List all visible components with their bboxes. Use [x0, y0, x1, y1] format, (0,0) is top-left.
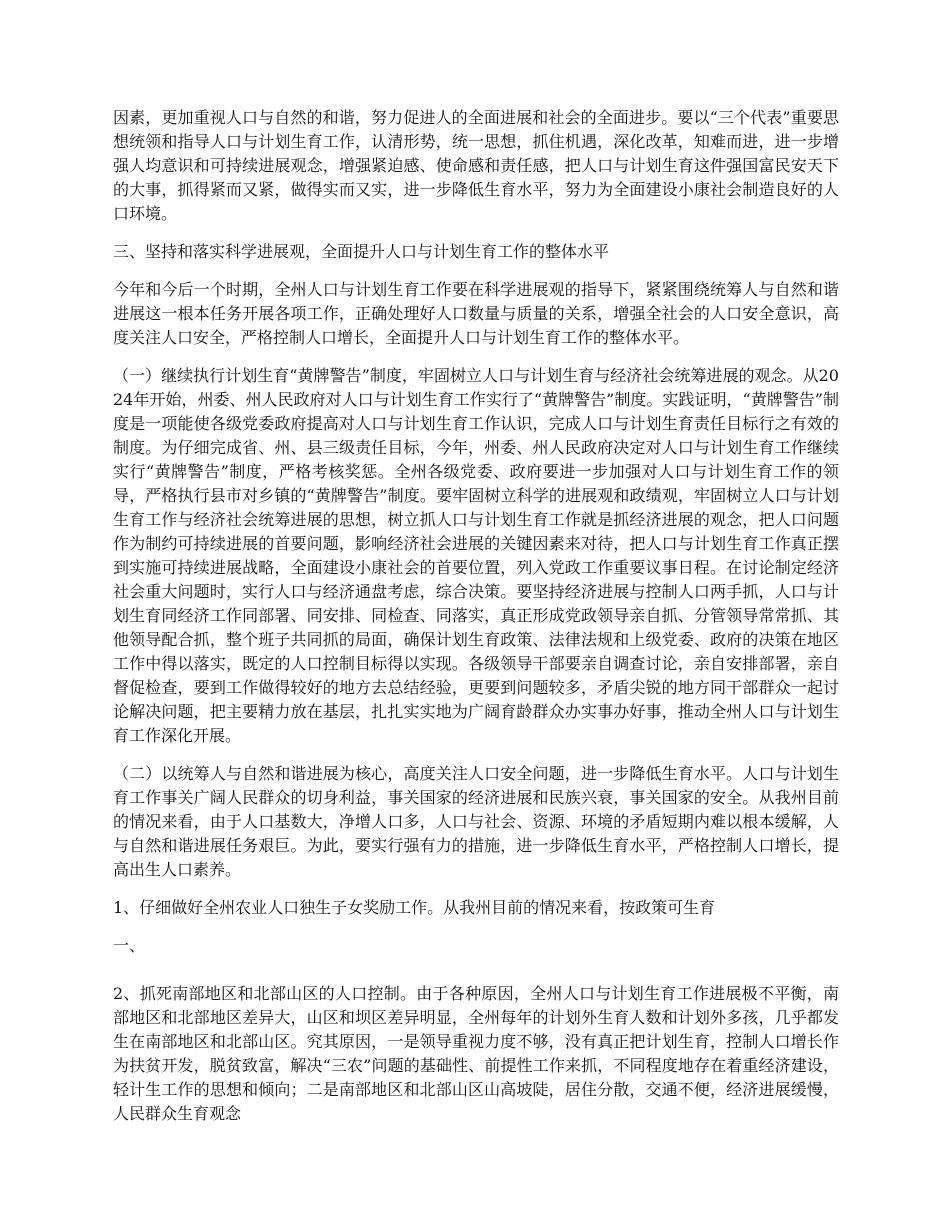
paragraph-point-two: 2、抓死南部地区和北部山区的人口控制。由于各种原因，全州人口与计划生育工作进展极不平衡，南部地区和北部地区差异大，山区和坝区差异明显，全州每年的计划外生育人数和计划外多孩，几乎都发生在南部地区和北部山区。究其原因，一是领导重视力度不够，没有真正把计划生育，控制人口增长作为扶贫开发，脱贫致富，解决“三农”问题的基础性、前提性工作来抓，不同程度地存在着重经济建设，轻计生工作的思想和倾向；二是南部地区和北部山区山高坡陡，居住分散，交通不便，经济进展缓慢，人民群众生育观念 [113, 984, 839, 1123]
document-page [113, 106, 839, 1140]
paragraph-item-two: （二）以统筹人与自然和谐进展为核心，高度关注人口安全问题，进一步降低生育水平。人口与计划生育工作事关广阔人民群众的切身利益，事关国家的经济进展和民族兴衰，事关国家的安全。从我州目前的情况来看，由于人口基数大，净增人口多，人口与社会、资源、环境的矛盾短期内难以根本缓解，人与自然和谐进展任务艰巨。为此，要实行强有力的措施，进一步降低生育水平，严格控制人口增长，提高出生人口素养。 [113, 764, 839, 879]
paragraph-fragment: 一、 [113, 936, 146, 955]
section-heading: 三、坚持和落实科学进展观，全面提升人口与计划生育工作的整体水平 [113, 242, 610, 261]
paragraph-point-one: 1、仔细做好全州农业人口独生子女奖励工作。从我州目前的情况来看，按政策可生育 [113, 898, 716, 917]
paragraph-overview: 今年和今后一个时期，全州人口与计划生育工作要在科学进展观的指导下，紧紧围绕统筹人与自然和谐进展这一根本任务开展各项工作，正确处理好人口数量与质量的关系，增强全社会的人口安全意识，高度关注人口安全，严格控制人口增长，全面提升人口与计划生育工作的整体水平。 [113, 280, 839, 347]
paragraph-intro: 因素，更加重视人口与自然的和谐，努力促进人的全面进展和社会的全面进步。要以“三个代表”重要思想统领和指导人口与计划生育工作，认清形势，统一思想，抓住机遇，深化改革，知难而进，进一步增强人均意识和可持续进展观念，增强紧迫感、使命感和责任感，把人口与计划生育这件强国富民安天下的大事，抓得紧而又紧，做得实而又实，进一步降低生育水平，努力为全面建设小康社会制造良好的人口环境。 [113, 108, 839, 223]
paragraph-item-one: （一）继续执行计划生育“黄牌警告”制度，牢固树立人口与计划生育与经济社会统筹进展的观念。从2024年开始，州委、州人民政府对人口与计划生育工作实行了“黄牌警告”制度。实践证明，“黄牌警告”制度是一项能使各级党委政府提高对人口与计划生育工作认识，完成人口与计划生育责任目标行之有效的制度。为仔细完成省、州、县三级责任目标，今年，州委、州人民政府决定对人口与计划生育工作继续实行“黄牌警告”制度，严格考核奖惩。全州各级党委、政府要进一步加强对人口与计划生育工作的领导，严格执行县市对乡镇的“黄牌警告”制度。要牢固树立科学的进展观和政绩观，牢固树立人口与计划生育工作与经济社会统筹进展的思想，树立抓人口与计划生育工作就是抓经济进展的观念，把人口问题作为制约可持续进展的首要问题，影响经济社会进展的关键因素来对待，把人口与计划生育工作真正摆到实施可持续进展战略，全面建设小康社会的首要位置，列入党政工作重要议事日程。在讨论制定经济社会重大问题时，实行人口与经济通盘考虑，综合决策。要坚持经济进展与控制人口两手抓，人口与计划生育同经济工作同部署、同安排、同检查、同落实，真正形成党政领导亲自抓、分管领导常常抓、其他领导配合抓，整个班子共同抓的局面，确保计划生育政策、法律法规和上级党委、政府的决策在地区工作中得以落实，既定的人口控制目标得以实现。各级领导干部要亲自调查讨论，亲自安排部署，亲自督促检查，要到工作做得较好的地方去总结经验，更要到问题较多，矛盾尖锐的地方同干部群众一起讨论解决问题，把主要精力放在基层，扎扎实实地为广阔育龄群众办实事办好事，推动全州人口与计划生育工作深化开展。 [113, 366, 839, 745]
